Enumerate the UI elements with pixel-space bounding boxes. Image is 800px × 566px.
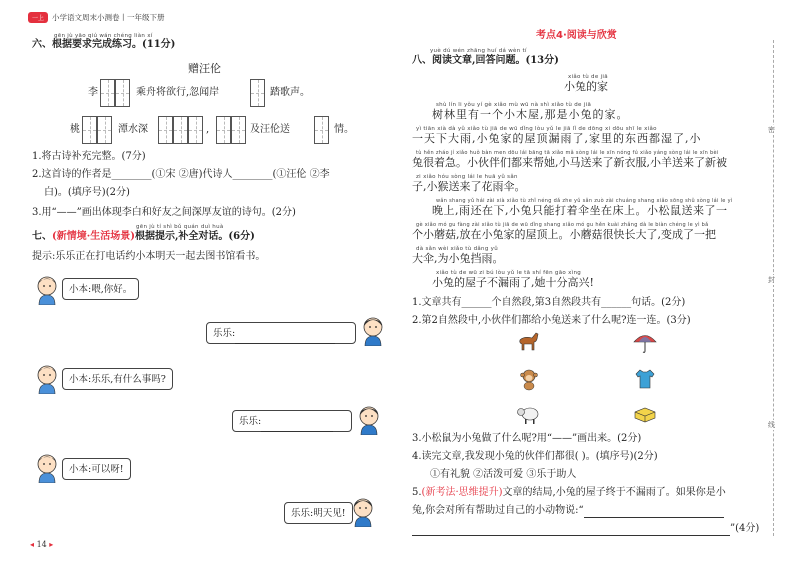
section8-q5b: 兔,你会对所有帮助过自己的小动物说:“ (412, 504, 724, 518)
section8-q1: 1.文章共有______个自然段,第3自然段共有______句话。(2分) (412, 297, 686, 308)
story-title-pinyin: xiǎo tù de jiā (568, 74, 608, 80)
writing-box[interactable] (97, 116, 112, 144)
prev-arrow-icon: ◂ (30, 540, 35, 549)
answer-line[interactable] (261, 431, 333, 432)
monkey-icon[interactable] (516, 367, 542, 391)
poem-line1-a: 李 (88, 87, 98, 98)
girl-avatar-icon (360, 316, 386, 346)
p3a-pinyin: wǎn shang yǔ hái zài xià xiǎo tù zhǐ néng dǎ zhe yǔ sǎn zuò zài chuáng shang xiǎo sōng shǔ sòng lái le yì (436, 198, 733, 204)
umbrella-icon[interactable] (632, 330, 658, 354)
dialog-bubble-2[interactable]: 乐乐: (206, 322, 356, 344)
paragraph-3-line2: 个小蘑菇,放在小兔家的屋顶上。小蘑菇很快长大了,变成了一把 (412, 228, 716, 241)
section8-q4: 4.读完文章,我发现小兔的伙伴们都很( )。(填序号)(2分) (412, 451, 658, 462)
writing-box[interactable] (158, 116, 173, 144)
paragraph-3-line1: 晚上,雨还在下,小兔只能打着伞坐在床上。小松鼠送来了一 (432, 204, 728, 217)
story-title: 小兔的家 (564, 80, 608, 93)
section7-tag: (新情境·生活场景) (52, 231, 135, 242)
section6-q2b: 白)。(填序号)(2分) (44, 187, 130, 198)
page-number: ◂ 14 ▸ (30, 540, 54, 549)
section6-pinyin: gēn jù yāo qiú wán chéng liàn xí (54, 33, 153, 39)
section8-q5: 5.(新考法·思维提升)文章的结局,小兔的屋子终于不漏雨了。如果你是小 (412, 487, 726, 498)
writing-box[interactable] (231, 116, 246, 144)
p3b-pinyin: gè xiǎo mó gu fàng zài xiǎo tù jiā de wū dǐng shang xiǎo mó gu hěn kuài zhǎng dà le biàn chéng le yì bǎ (416, 222, 709, 228)
boy-avatar-icon (34, 275, 60, 305)
section7-title: 七、(新情境·生活场景)根据提示,补全对话。(6分) (32, 231, 255, 242)
section6-q3: 3.用“——”画出体现李白和好友之间深厚友谊的诗句。(2分) (32, 207, 296, 218)
poem-blank-6[interactable] (314, 116, 329, 144)
section6-q2a: 2.这首诗的作者是________(①宋 ②唐)代诗人________(①汪伦 ②李 (32, 169, 330, 180)
paragraph-1: 树林里有一个小木屋,那是小兔的家。 (432, 108, 629, 121)
section8-pinyin: yuè dú wén zhāng huí dá wèn tí (430, 48, 527, 54)
answer-line[interactable] (235, 343, 335, 344)
quilt-icon[interactable] (632, 402, 658, 426)
writing-box[interactable] (250, 79, 265, 107)
section7-hint: 提示:乐乐正在打电话约小本明天一起去图书馆看书。 (32, 251, 266, 262)
poem-line2-a: 桃 (70, 124, 80, 135)
poem-blank-5[interactable] (216, 116, 246, 144)
section7-pinyin: gēn jù tí shì bǔ quán duì huà (136, 224, 224, 230)
writing-box[interactable] (173, 116, 188, 144)
section8-q4-options: ①有礼貌 ②活泼可爱 ③乐于助人 (430, 469, 577, 480)
p2c-pinyin: zi xiǎo hóu sòng lái le huā yǔ sǎn (416, 174, 518, 180)
poem-blank-1[interactable] (100, 79, 130, 107)
poem-title: 赠汪伦 (188, 62, 221, 75)
paragraph-2-line3: 子,小猴送来了花雨伞。 (412, 180, 526, 193)
clothes-icon[interactable] (632, 367, 658, 391)
poem-blank-3[interactable] (82, 116, 112, 144)
p2a-pinyin: yì tiān xià dà yǔ xiǎo tù jiā de wū dǐng lòu yǔ le jiā lǐ de dōng xi dōu shī le xiǎo (416, 126, 657, 132)
dialog-bubble-1: 小本:喂,你好。 (62, 278, 139, 300)
writing-box[interactable] (314, 116, 329, 144)
header-title: 小学语文周末小测卷丨一年级下册 (52, 13, 165, 22)
section7-title-rest: 根据提示,补全对话。(6分) (134, 231, 255, 242)
writing-box[interactable] (216, 116, 231, 144)
poem-line2-c: , (206, 124, 210, 135)
p4-pinyin: xiǎo tù de wū zi bú lòu yǔ le tā shí fēn gāo xìng (436, 270, 582, 276)
horse-icon[interactable] (516, 330, 542, 354)
dialog-bubble-3: 小本:乐乐,有什么事吗? (62, 368, 173, 390)
p1-pinyin: shù lín li yǒu yí gè xiǎo mù wū nà shì xiǎo tù de jiā (436, 102, 592, 108)
p3c-pinyin: dà sǎn wèi xiǎo tù dǎng yǔ (416, 246, 499, 252)
writing-box[interactable] (82, 116, 97, 144)
poem-blank-4[interactable] (158, 116, 203, 144)
answer-line[interactable] (412, 535, 730, 536)
paragraph-4: 小兔的屋子不漏雨了,她十分高兴! (432, 276, 594, 289)
sheep-icon[interactable] (516, 402, 542, 426)
writing-box[interactable] (188, 116, 203, 144)
dialog-bubble-4[interactable]: 乐乐: (232, 410, 352, 432)
poem-blank-2[interactable] (250, 79, 265, 107)
writing-box[interactable] (100, 79, 115, 107)
boy-avatar-icon (34, 364, 60, 394)
section8-q2: 2.第2自然段中,小伙伴们都给小兔送来了什么呢?连一连。(3分) (412, 315, 691, 326)
poem-line2-b: 潭水深 (118, 124, 148, 135)
paragraph-2-line1: 一天下大雨,小兔家的屋顶漏雨了,家里的东西都湿了,小 (412, 132, 702, 145)
header-badge: 一上 (28, 12, 48, 23)
girl-avatar-icon (350, 497, 376, 527)
poem-line1-c: 踏歌声。 (270, 87, 310, 98)
dialog-bubble-6: 乐乐:明天见! (284, 502, 353, 524)
writing-box[interactable] (115, 79, 130, 107)
answer-line[interactable] (584, 517, 724, 518)
section8-q5c: ”(4分) (412, 522, 759, 536)
section8-title: 八、阅读文章,回答问题。(13分) (412, 55, 559, 66)
girl-avatar-icon (356, 405, 382, 435)
next-arrow-icon: ▸ (49, 540, 54, 549)
page-header (28, 12, 165, 23)
right-header-badge: 考点4·阅读与欣赏 (536, 30, 617, 41)
boy-avatar-icon (34, 453, 60, 483)
poem-line2-e: 情。 (334, 124, 354, 135)
section8-q3: 3.小松鼠为小兔做了什么呢?用“——”画出来。(2分) (412, 433, 642, 444)
binding-line (773, 40, 774, 536)
dialog-bubble-5: 小本:可以呀! (62, 458, 131, 480)
paragraph-2-line2: 兔很着急。小伙伴们都来帮她,小马送来了新衣服,小羊送来了新被 (412, 156, 727, 169)
poem-line2-d: 及汪伦送 (250, 124, 290, 135)
right-page (400, 0, 800, 566)
margin-label-mi: 密 (768, 126, 775, 134)
margin-label-xian: 线 (768, 421, 775, 429)
margin-label-feng: 封 (768, 276, 775, 284)
paragraph-3-line3: 大伞,为小兔挡雨。 (412, 252, 504, 265)
q5-tag: (新考法·思维提升) (421, 487, 503, 498)
section6-title: 六、根据要求完成练习。(11分) (32, 39, 176, 50)
poem-line1-b: 乘舟将欲行,忽闻岸 (136, 87, 220, 98)
p2b-pinyin: tù hěn zháo jí xiǎo huǒ bàn men dōu lái bāng tā xiǎo mǎ sòng lái le xīn nóng fú xiǎo yáng sòng lái le xīn bèi (416, 150, 719, 156)
section6-q1: 1.将古诗补充完整。(7分) (32, 151, 146, 162)
